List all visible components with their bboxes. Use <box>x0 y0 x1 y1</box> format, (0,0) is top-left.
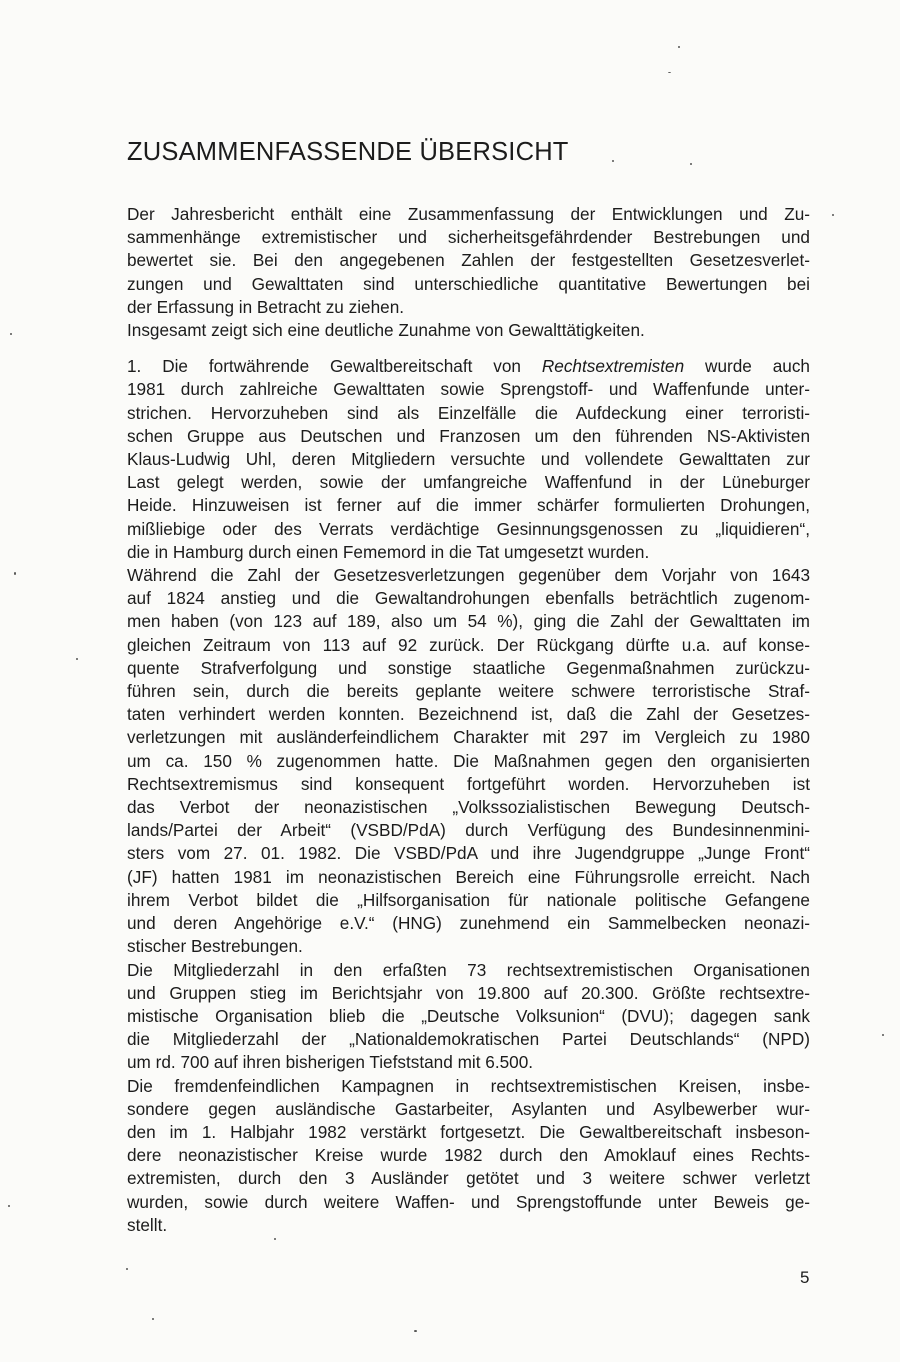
text-line: der Erfassung in Betracht zu ziehen. <box>127 296 405 317</box>
text-line: Klaus-Ludwig Uhl, deren Mitgliedern versuchte und vollendete Gewalttaten zur <box>127 449 810 470</box>
paragraph <box>127 564 810 958</box>
scan-speck <box>14 572 16 575</box>
text-line: Insgesamt zeigt sich eine deutliche Zunahme von Gewalttätigkeiten. <box>127 320 645 341</box>
scan-speck <box>690 163 692 165</box>
text-line: Die Mitgliederzahl in den erfaßten 73 rechtsextremistischen Organisationen <box>127 959 810 980</box>
text-line: die in Hamburg durch einen Fememord in die Tat umgesetzt wurden. <box>127 541 650 562</box>
paragraph <box>127 319 810 342</box>
scan-speck <box>414 1330 417 1332</box>
text-line: 1. Die fortwährende Gewaltbereitschaft von Rechtsextremisten wurde auch <box>127 356 810 377</box>
text-line: (JF) hatten 1981 im neonazistischen Bereich eine Führungsrolle erreicht. Nach <box>127 866 810 887</box>
text-line: stischer Bestrebungen. <box>127 936 303 957</box>
paragraph <box>127 1075 810 1237</box>
text-line: den im 1. Halbjahr 1982 verstärkt fortgesetzt. Die Gewaltbereitschaft insbeson- <box>127 1121 810 1142</box>
scan-speck <box>10 333 12 335</box>
scan-speck <box>76 658 78 660</box>
page-title: ZUSAMMENFASSENDE ÜBERSICHT <box>127 138 569 166</box>
text-line: Heide. Hinzuweisen ist ferner auf die immer schärfer formulierten Drohungen, <box>127 495 810 516</box>
text-line: men haben (von 123 auf 189, also um 54 %), ging die Zahl der Gewalttaten im <box>127 611 810 632</box>
scan-speck <box>152 1318 154 1320</box>
text-line: extremisten, durch den 3 Ausländer getötet und 3 weitere schwer verletzt <box>127 1168 810 1189</box>
page-number: 5 <box>800 1268 810 1287</box>
text-line: um rd. 700 auf ihren bisherigen Tiefststand mit 6.500. <box>127 1052 534 1073</box>
text-line: bewertet sie. Bei den angegebenen Zahlen der festgestellten Gesetzesverlet- <box>127 250 810 271</box>
scan-speck <box>612 160 614 162</box>
text-line: führen sein, durch die bereits geplante weitere schwere terroristische Straf- <box>127 681 810 702</box>
text-line: mistische Organisation blieb die „Deutsche Volksunion“ (DVU); dagegen sank <box>127 1005 810 1026</box>
body-text <box>127 203 810 1237</box>
text-line: und deren Angehörige e.V.“ (HNG) zunehmend ein Sammelbecken neonazi- <box>127 913 810 934</box>
text-line: Last gelegt werden, sowie der umfangreiche Waffenfund in der Lüneburger <box>127 472 810 493</box>
text-line: verletzungen mit ausländerfeindlichem Charakter mit 297 im Vergleich zu 1980 <box>127 727 810 748</box>
text-line: zungen und Gewalttaten sind unterschiedliche quantitative Bewertungen bei <box>127 273 810 294</box>
text-line: ihrem Verbot bildet die „Hilfsorganisation für nationale politische Gefangene <box>127 889 810 910</box>
text-line: stellt. <box>127 1214 168 1235</box>
scan-speck <box>678 46 680 48</box>
text-line: mißliebige oder des Verrats verdächtige Gesinnungsgenossen zu „liquidieren“, <box>127 518 810 539</box>
text-line: und Gruppen stieg im Berichtsjahr von 19.800 auf 20.300. Größte rechtsextre- <box>127 982 810 1003</box>
text-line: gleichen Zeitraum von 113 auf 92 zurück. Der Rückgang dürfte u.a. auf konse- <box>127 634 810 655</box>
scan-speck <box>882 1034 884 1036</box>
text-line: quente Strafverfolgung und sonstige staatliche Gegenmaßnahmen zurückzu- <box>127 657 810 678</box>
text-line: sammenhänge extremistischer und sicherheitsgefährdender Bestrebungen und <box>127 227 810 248</box>
text-line: sters vom 27. 01. 1982. Die VSBD/PdA und ihre Jugendgruppe „Junge Front“ <box>127 843 810 864</box>
scan-speck <box>832 214 834 216</box>
text-line: Während die Zahl der Gesetzesverletzungen gegenüber dem Vorjahr von 1643 <box>127 565 810 586</box>
text-line: lands/Partei der Arbeit“ (VSBD/PdA) durch Verfügung des Bundesinnenmini- <box>127 820 810 841</box>
scan-speck <box>126 1268 128 1270</box>
text-line: die Mitgliederzahl der „Nationaldemokratischen Partei Deutschlands“ (NPD) <box>127 1029 810 1050</box>
text-line: um ca. 150 % zugenommen hatte. Die Maßnahmen gegen den organisierten <box>127 750 810 771</box>
paragraph <box>127 355 810 564</box>
text-line: Rechtsextremismus sind konsequent fortgeführt worden. Hervorzuheben ist <box>127 773 810 794</box>
paragraph <box>127 959 810 1075</box>
text-line: das Verbot der neonazistischen „Volkssozialistischen Bewegung Deutsch- <box>127 797 810 818</box>
text-line: wurden, sowie durch weitere Waffen- und Sprengstoffunde unter Beweis ge- <box>127 1191 810 1212</box>
text-line: dere neonazistischer Kreise wurde 1982 durch den Amoklauf eines Rechts- <box>127 1145 810 1166</box>
scan-speck <box>668 72 671 73</box>
text-line: Die fremdenfeindlichen Kampagnen in rechtsextremistischen Kreisen, insbe- <box>127 1075 810 1096</box>
text-line: Der Jahresbericht enthält eine Zusammenfassung der Entwicklungen und Zu- <box>127 204 810 224</box>
text-line: schen Gruppe aus Deutschen und Franzosen um den führenden NS-Aktivisten <box>127 425 810 446</box>
text-line: 1981 durch zahlreiche Gewalttaten sowie Sprengstoff- und Waffenfunde unter- <box>127 379 810 400</box>
scan-speck <box>274 1238 276 1240</box>
paragraph <box>127 203 810 319</box>
text-line: strichen. Hervorzuheben sind als Einzelfälle die Aufdeckung einer terroristi- <box>127 402 810 423</box>
scan-speck <box>8 1205 10 1207</box>
text-line: auf 1824 anstieg und die Gewaltandrohungen ebenfalls beträchtlich zugenom- <box>127 588 810 609</box>
text-line: sondere gegen ausländische Gastarbeiter, Asylanten und Asylbewerber wur- <box>127 1098 810 1119</box>
text-line: taten verhindert werden konnten. Bezeichnend ist, daß die Zahl der Gesetzes- <box>127 704 810 725</box>
